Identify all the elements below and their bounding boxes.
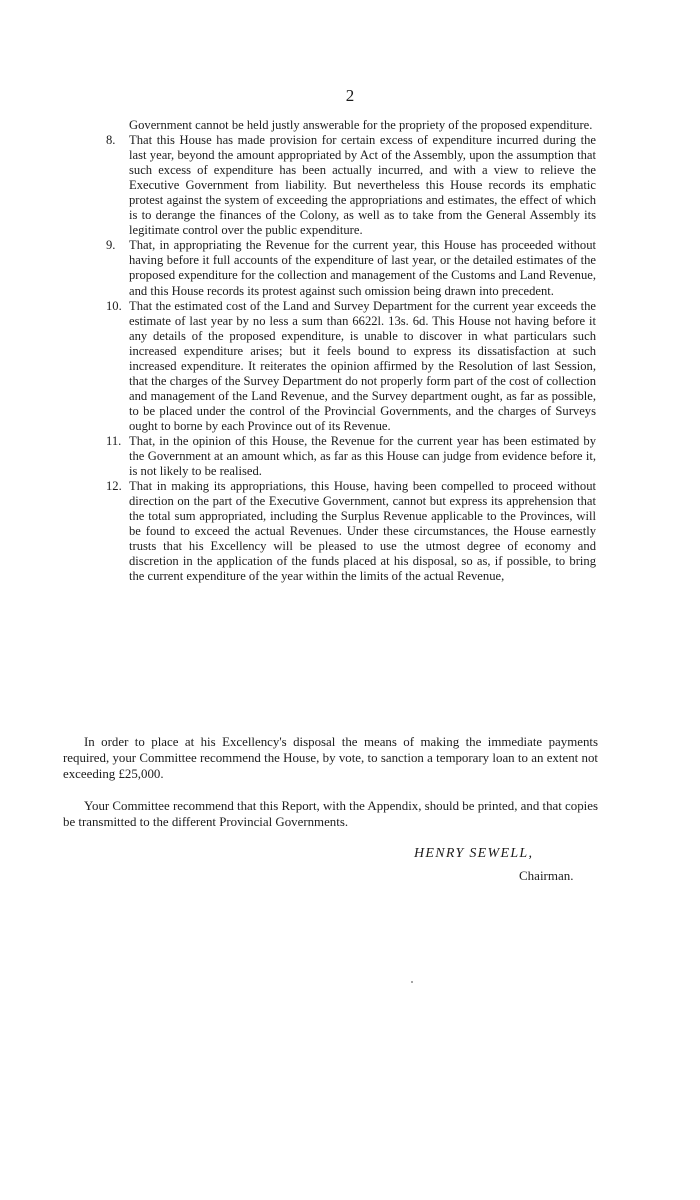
resolution-item (106, 299, 596, 434)
resolution-number: 8. (106, 133, 116, 148)
resolution-continuation-text: Government cannot be held justly answerable for the propriety of the proposed expenditure. (129, 118, 593, 132)
resolution-number: 10. (106, 298, 122, 313)
resolution-number: 12. (106, 479, 122, 494)
resolution-number: 9. (106, 238, 116, 253)
resolution-item (106, 479, 596, 584)
report-paragraphs (63, 734, 598, 846)
signatory-name: HENRY SEWELL, (414, 846, 534, 861)
printing-paragraph: Your Committee recommend that this Report, with the Appendix, should be printed, and that copies be transmitted to the different Provincial Governments. (63, 799, 598, 829)
page-number: 2 (345, 86, 355, 105)
resolutions-list (106, 118, 596, 584)
signatory-title: Chairman. (519, 868, 574, 883)
resolution-item (106, 133, 596, 238)
resolution-text: That, in the opinion of this House, the Revenue for the current year has been estimated by the Government at an amount which, as far as this House can judge from evidence before it, is not likely to be realised. (129, 433, 596, 479)
resolution-text: That the estimated cost of the Land and Survey Department for the current year exceeds the estimate of last year by no less a sum than 6622l. 13s. 6d. This House not having before it any details of the proposed expenditure, is unable to discover in what particulars such increased expenditure arises; but it feels bound to express its dissatisfaction at such increased expenditure. It reiterates the opinion affirmed by the Resolution of last Session, that the charges of the Survey Department do not properly form part of the cost of collection and management of the Land Revenue, and the Survey department ought, as far as possible, to be placed under the control of the Provincial Governments, and the charges of Surveys ought to borne by each Province out of its Revenue. (129, 298, 596, 433)
resolution-text: That in making its appropriations, this House, having been compelled to proceed without direction on the part of the Executive Government, cannot but express its apprehension that the total sum appropriated, including the Surplus Revenue applicable to the Provinces, will be found to exceed the actual Revenues. Under these circumstances, the House earnestly trusts that his Excellency will be pleased to use the utmost degree of economy and discretion in the application of the funds placed at his disposal, so as, if possible, to bring the current expenditure of the year within the limits of the actual Revenue, (129, 479, 596, 584)
resolution-number: 11. (106, 433, 122, 448)
page-speck (411, 981, 413, 983)
resolution-text: That, in appropriating the Revenue for the current year, this House has proceeded without having before it full accounts of the expenditure of last year, or the detailed estimates of the proposed expenditure for the collection and management of the Customs and Land Revenue, and this House records its protest against such omission being drawn into precedent. (129, 238, 596, 298)
resolution-continuation (106, 118, 596, 133)
resolution-item (106, 238, 596, 298)
resolution-text: That this House has made provision for certain excess of expenditure incurred during the last year, beyond the amount appropriated by Act of the Assembly, upon the assumption that such excess of expenditure has been actually incurred, and with a view to relieve the Executive Government from liability. But nevertheless this House records its emphatic protest against the system of exceeding the appropriations and estimates, the effect of which is to derange the finances of the Colony, as well as to take from the General Assembly its legitimate control over the public expenditure. (129, 133, 596, 238)
loan-paragraph: In order to place at his Excellency's disposal the means of making the immediate payments required, your Committee recommend the House, by vote, to sanction a temporary loan to an extent not exceeding £25,000. (63, 735, 598, 781)
resolution-item (106, 434, 596, 479)
